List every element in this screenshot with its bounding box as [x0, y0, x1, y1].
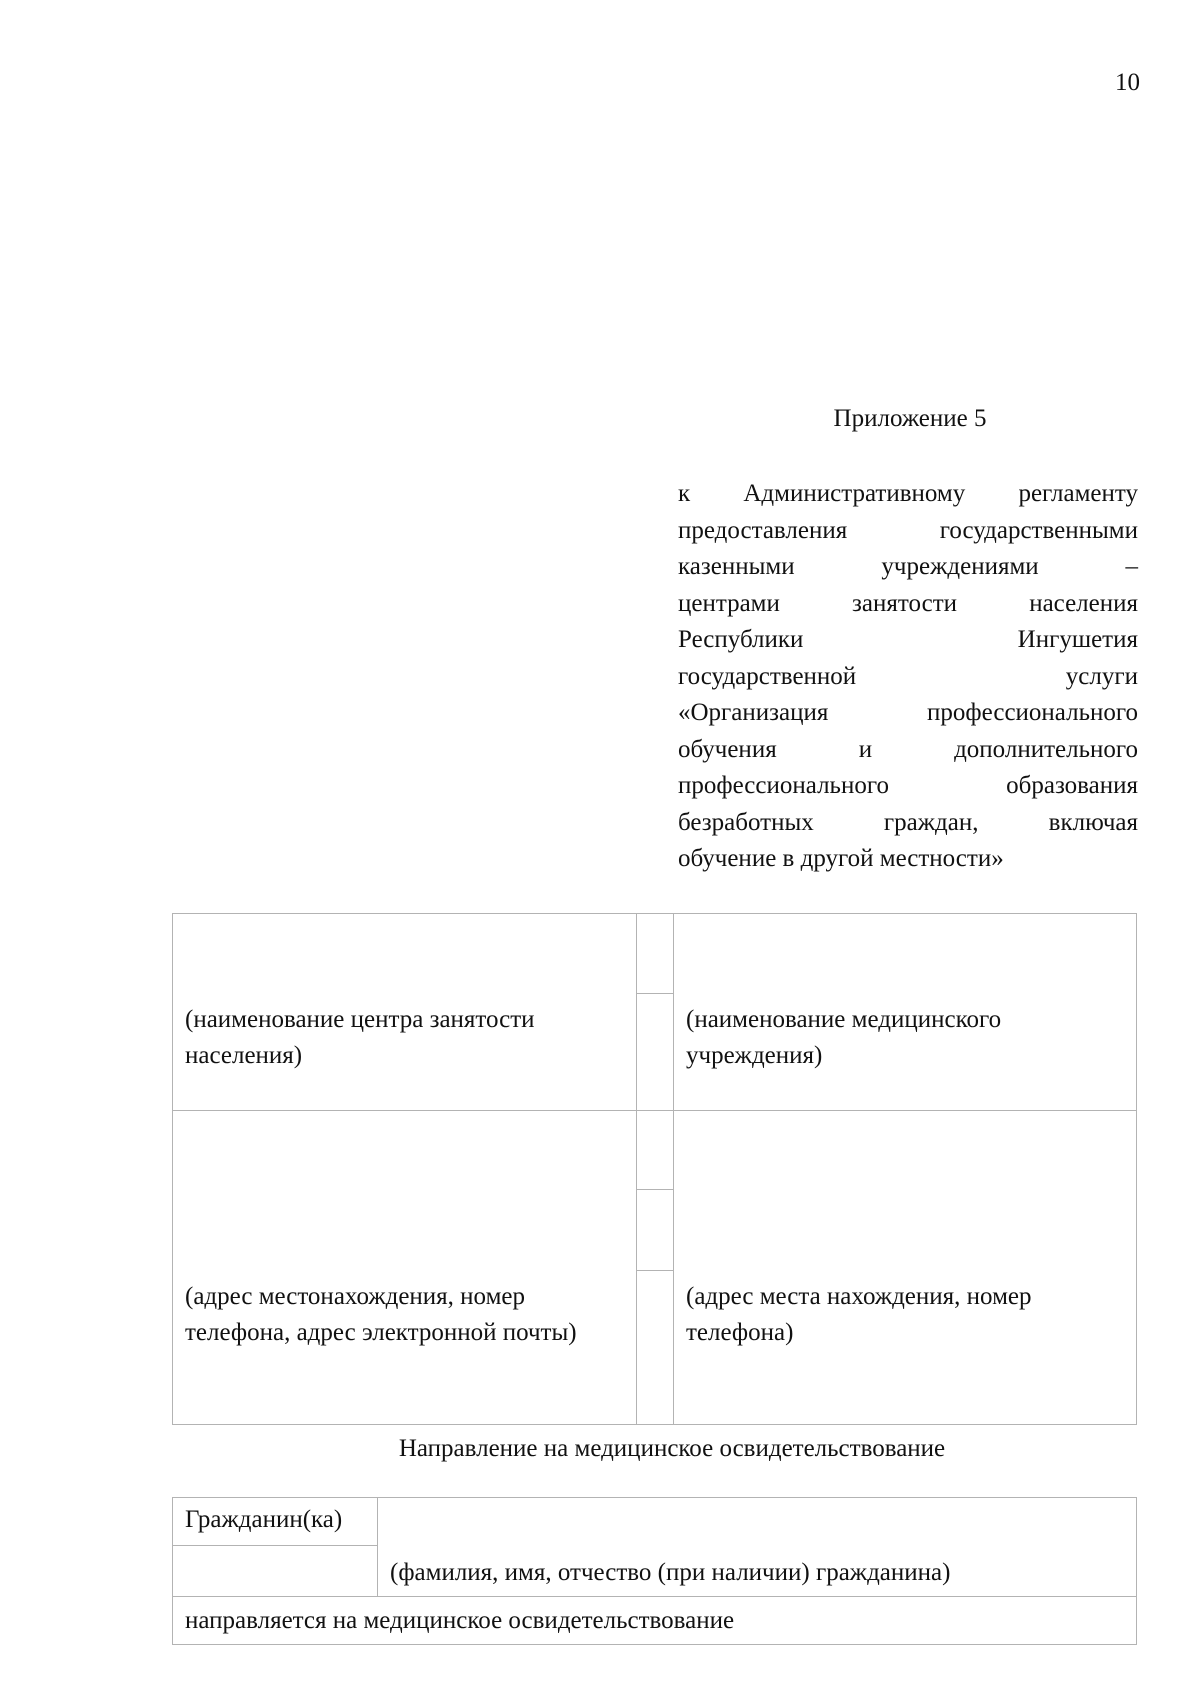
table-border — [636, 1189, 674, 1190]
table-border — [172, 1596, 1137, 1597]
medical-institution-address-hint: (адрес места нахождения, номер телефона) — [686, 1283, 1032, 1346]
table-border — [172, 1110, 1137, 1111]
medical-institution-name-hint: (наименование медицинского учреждения) — [686, 1006, 1002, 1069]
appendix-line: «Организация профессионального — [678, 699, 1138, 726]
table-border — [1136, 1497, 1137, 1645]
appendix-line: предоставления государственными — [678, 516, 1138, 544]
appendix-line: к Административному регламенту — [678, 480, 1138, 507]
appendix-line: государственной услуги — [678, 662, 1138, 690]
table-border — [1136, 913, 1137, 1425]
direction-text: направляется на медицинское освидетельствование — [185, 1607, 735, 1634]
appendix-line: казенными учреждениями – — [678, 553, 1138, 580]
table-border — [636, 993, 674, 994]
table-border — [172, 913, 173, 1425]
document-title: Направление на медицинское освидетельствование — [398, 1435, 946, 1462]
appendix-reference — [678, 476, 1138, 878]
table-border — [636, 913, 637, 1425]
employment-center-address-hint: (адрес местонахождения, номер телефона, адрес электронной почты) — [185, 1283, 577, 1346]
table-border — [636, 1270, 674, 1271]
citizen-name-hint: (фамилия, имя, отчество (при наличии) гражданина) — [390, 1559, 951, 1586]
employment-center-name-hint: (наименование центра занятости населения) — [185, 1006, 535, 1069]
appendix-line: безработных граждан, включая — [678, 808, 1138, 836]
appendix-line: центрами занятости населения — [678, 589, 1138, 617]
table-border — [172, 1644, 1137, 1645]
page-number: 10 — [1115, 69, 1140, 96]
appendix-line: обучения и дополнительного — [678, 735, 1138, 763]
table-border — [377, 1497, 378, 1597]
table-border — [172, 913, 1137, 914]
appendix-line: Республики Ингушетия — [678, 626, 1138, 653]
citizen-label: Гражданин(ка) — [185, 1506, 343, 1533]
table-border — [172, 1497, 173, 1645]
table-border — [172, 1545, 378, 1546]
table-border — [673, 913, 674, 1425]
table-border — [172, 1497, 1137, 1498]
appendix-line: обучение в другой местности» — [678, 845, 1004, 872]
appendix-title: Приложение 5 — [833, 405, 987, 432]
table-border — [172, 1424, 1137, 1425]
appendix-line: профессионального образования — [678, 772, 1138, 799]
